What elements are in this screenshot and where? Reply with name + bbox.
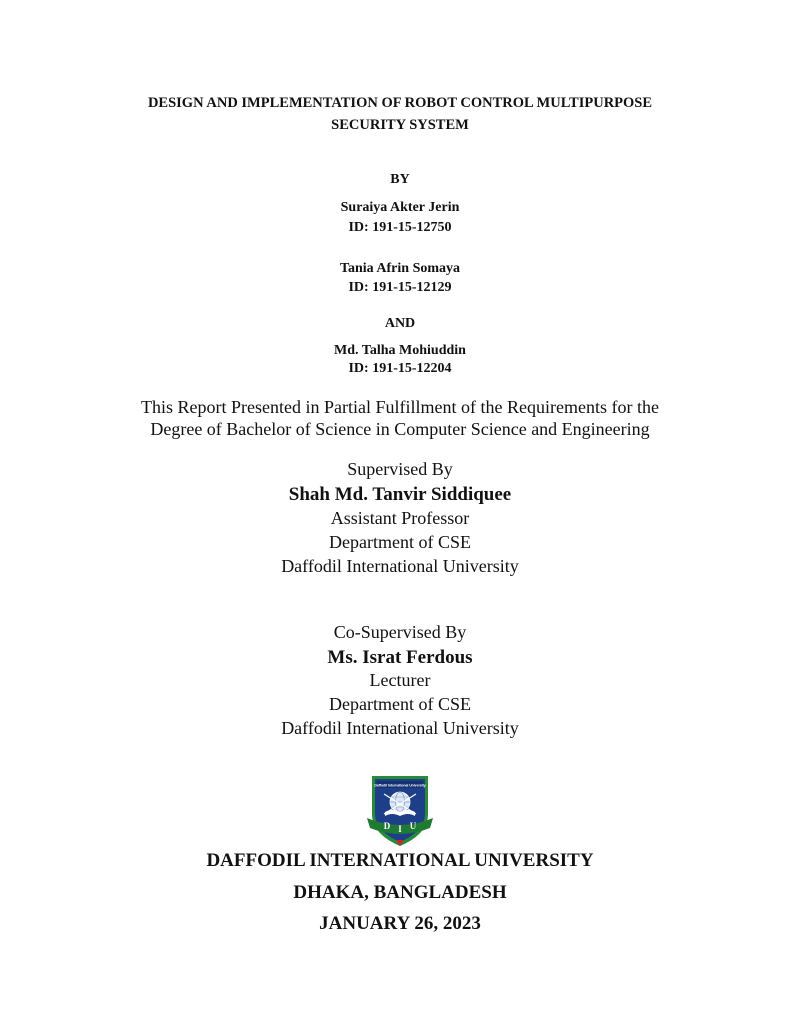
- logo-letter-i: I: [398, 824, 402, 834]
- author-name-2: Tania Afrin Somaya: [339, 261, 461, 276]
- author-id-1: ID: 191-15-12750: [348, 220, 452, 235]
- co-supervised-by-label: Co-Supervised By: [333, 622, 467, 642]
- diu-crest-icon: [358, 770, 442, 850]
- by-label: BY: [390, 172, 410, 187]
- logo-letter-d: D: [383, 821, 391, 831]
- logo-banner-text: Daffodil International University: [374, 783, 426, 788]
- footer-date: JANUARY 26, 2023: [319, 913, 481, 934]
- footer-location: DHAKA, BANGLADESH: [293, 882, 507, 903]
- report-title-line-2: SECURITY SYSTEM: [331, 117, 469, 133]
- co-supervisor-designation: Lecturer: [369, 670, 431, 690]
- supervisor-designation: Assistant Professor: [330, 508, 470, 528]
- author-id-2: ID: 191-15-12129: [348, 280, 452, 295]
- supervisor-university: Daffodil International University: [281, 556, 519, 576]
- author-name-3: Md. Talha Mohiuddin: [334, 343, 466, 358]
- supervisor-department: Department of CSE: [329, 532, 471, 552]
- footer-university: DAFFODIL INTERNATIONAL UNIVERSITY: [206, 850, 594, 871]
- supervised-by-label: Supervised By: [347, 459, 453, 479]
- and-label: AND: [384, 316, 416, 331]
- author-id-3: ID: 191-15-12204: [348, 361, 452, 376]
- co-supervisor-department: Department of CSE: [329, 694, 471, 714]
- report-title-line-1: DESIGN AND IMPLEMENTATION OF ROBOT CONTROL MULTIPURPOSE: [147, 95, 653, 111]
- supervisor-name: Shah Md. Tanvir Siddiquee: [288, 484, 512, 505]
- co-supervisor-university: Daffodil International University: [281, 718, 519, 738]
- author-name-1: Suraiya Akter Jerin: [340, 200, 460, 215]
- statement-line-1: This Report Presented in Partial Fulfillment of the Requirements for the: [141, 397, 659, 417]
- co-supervisor-name: Ms. Israt Ferdous: [327, 647, 473, 668]
- statement-line-2: Degree of Bachelor of Science in Computer Science and Engineering: [150, 419, 650, 439]
- logo-letter-u: U: [409, 821, 417, 831]
